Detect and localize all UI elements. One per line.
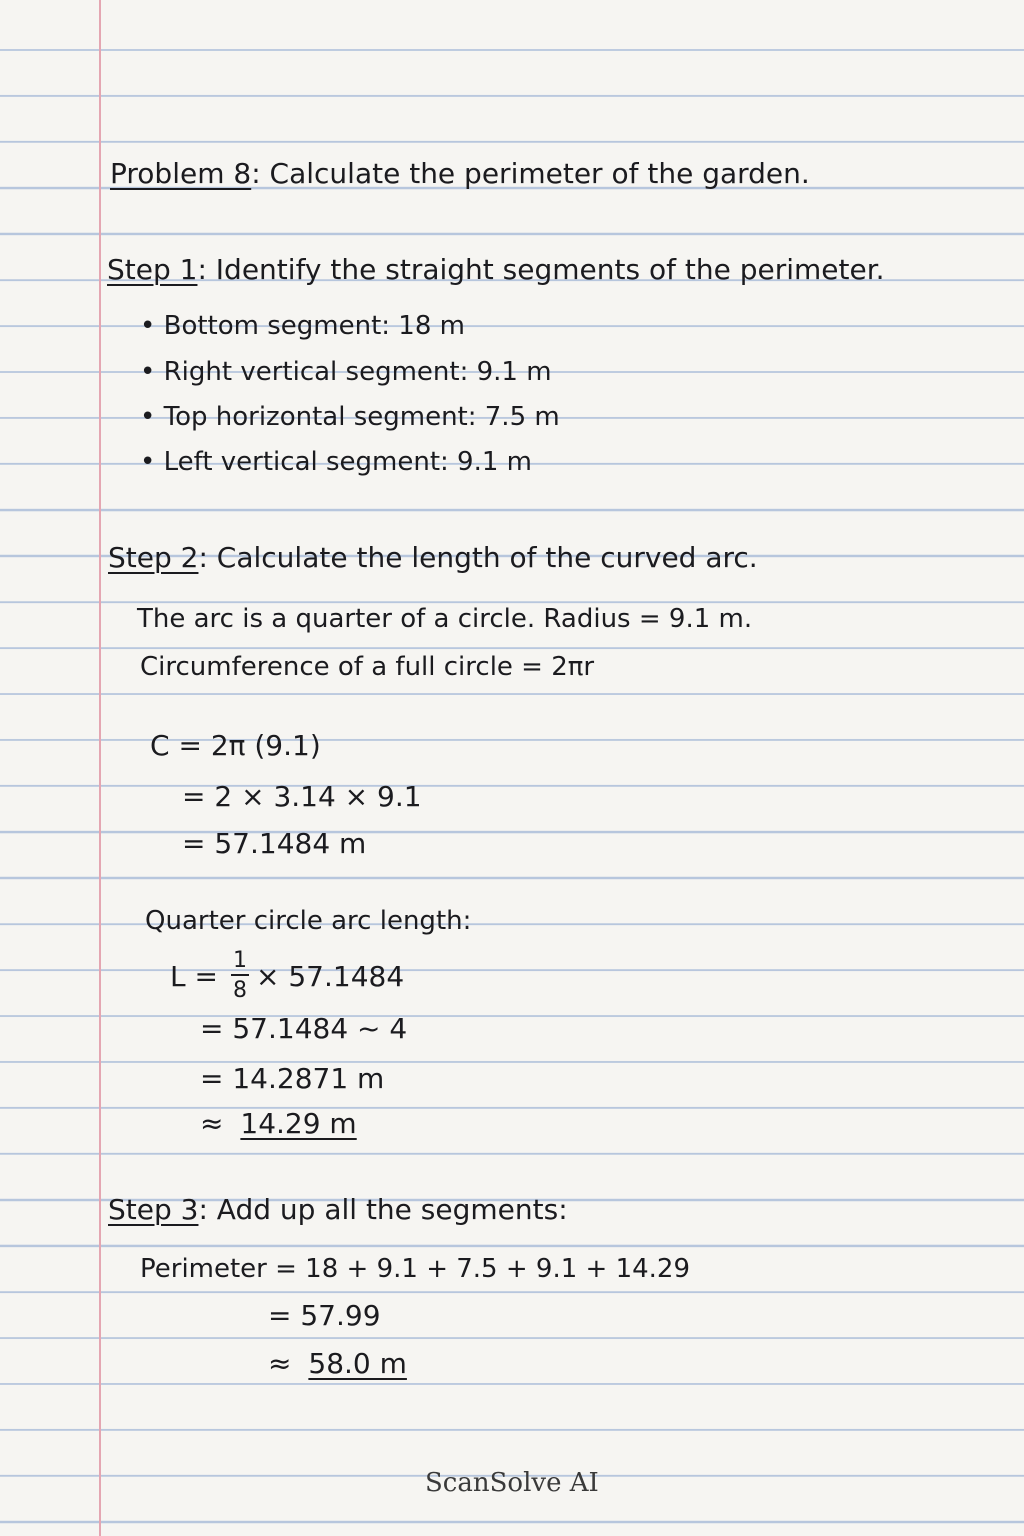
step1-bullet-2: • Right vertical segment: 9.1 m (140, 357, 552, 387)
step2-heading (108, 541, 758, 574)
step2-line1: The arc is a quarter of a circle. Radius = 9.1 m. (137, 604, 753, 634)
quarter-label: Quarter circle arc length: (145, 906, 472, 936)
step1-text: : Identify the straight segments of the perimeter. (197, 253, 885, 286)
step1-bullet-1: • Bottom segment: 18 m (140, 311, 465, 341)
perimeter-line: Perimeter = 18 + 9.1 + 7.5 + 9.1 + 14.29 (140, 1254, 690, 1284)
step1-bullet-4: • Left vertical segment: 9.1 m (140, 447, 533, 477)
arc-line-2: = 57.1484 ~ 4 (200, 1012, 408, 1045)
problem-text: : Calculate the perimeter of the garden. (251, 157, 810, 190)
step1-heading (107, 253, 885, 286)
watermark: ScanSolve AI (425, 1468, 599, 1498)
circumference-line-3: = 57.1484 m (182, 827, 367, 860)
approx-sign: ≈ (268, 1347, 292, 1380)
bullet-text: Bottom segment: 18 m (163, 311, 465, 341)
perimeter-sum: = 57.99 (268, 1299, 381, 1332)
bullet-text: Right vertical segment: 9.1 m (163, 357, 552, 387)
arc-result: 14.29 m (240, 1107, 357, 1140)
step1-label: Step 1 (107, 253, 198, 286)
step1-bullet-3: • Top horizontal segment: 7.5 m (140, 402, 560, 432)
step3-heading (108, 1193, 568, 1226)
fraction-bar (231, 974, 249, 976)
step2-line2: Circumference of a full circle = 2πr (140, 652, 595, 682)
arc-result-line (200, 1107, 357, 1140)
step3-label: Step 3 (108, 1193, 199, 1226)
step2-text: : Calculate the length of the curved arc. (198, 541, 758, 574)
arc-prefix: L = (170, 960, 218, 993)
approx-sign: ≈ (200, 1107, 224, 1140)
margin-line (99, 0, 101, 1536)
bullet-text: Top horizontal segment: 7.5 m (163, 402, 560, 432)
fraction-numerator: 1 (233, 948, 247, 973)
arc-suffix: × 57.1484 (256, 960, 405, 993)
fraction-denominator: 8 (233, 978, 247, 1003)
perimeter-result-line (268, 1347, 407, 1380)
step3-text: : Add up all the segments: (198, 1193, 568, 1226)
circumference-line-1: C = 2π (9.1) (150, 729, 321, 762)
step2-label: Step 2 (108, 541, 199, 574)
bullet-text: Left vertical segment: 9.1 m (163, 447, 533, 477)
problem-heading (110, 157, 810, 190)
arc-line-3: = 14.2871 m (200, 1062, 385, 1095)
problem-label: Problem 8 (110, 157, 252, 190)
perimeter-result: 58.0 m (308, 1347, 407, 1380)
circumference-line-2: = 2 × 3.14 × 9.1 (182, 780, 422, 813)
